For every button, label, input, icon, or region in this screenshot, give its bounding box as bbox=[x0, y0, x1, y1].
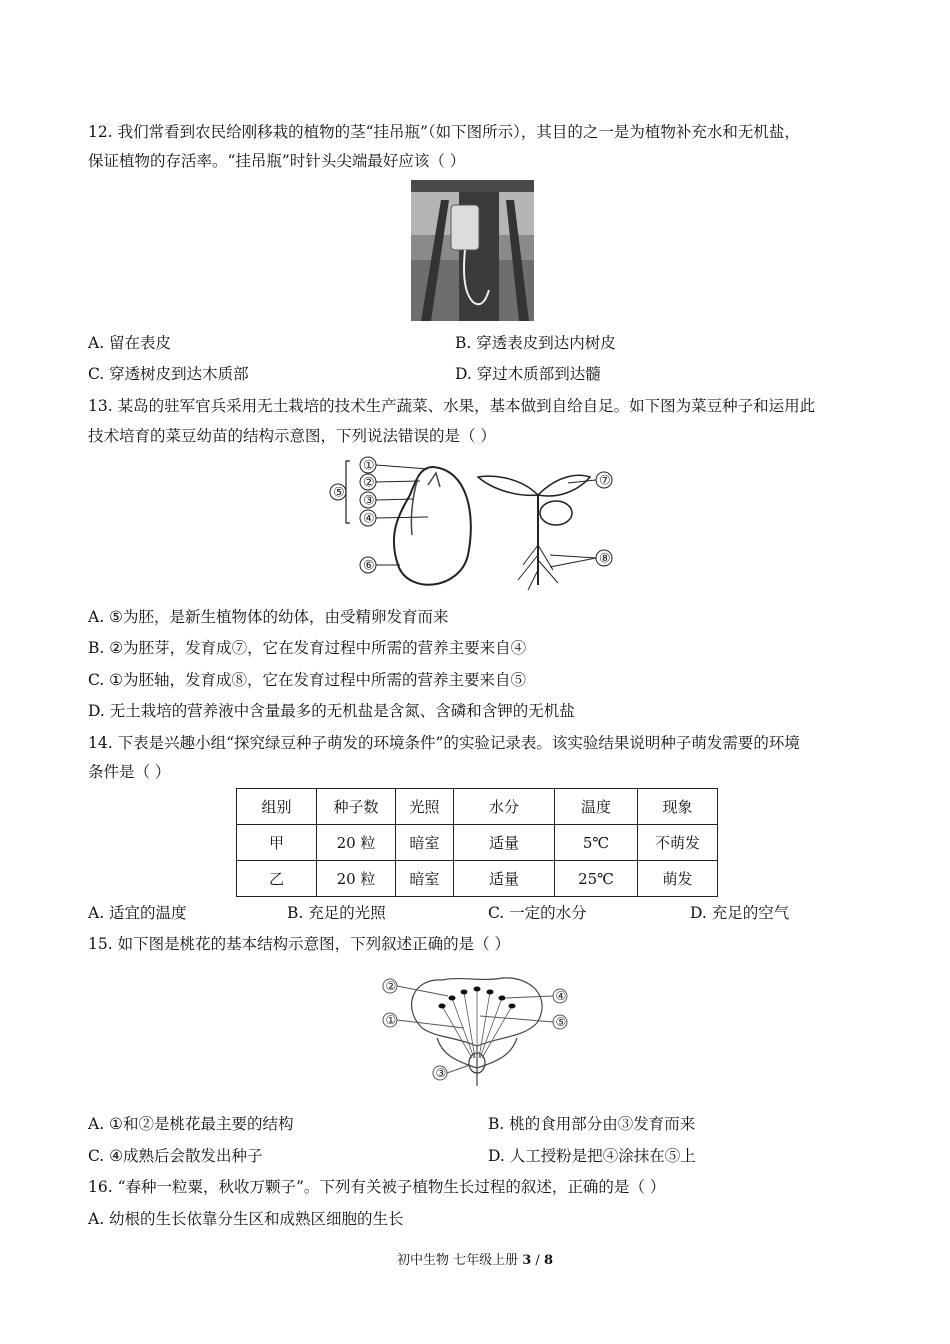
q16-stem: 16. “春种一粒粟，秋收万颗子”。下列有关被子植物生长过程的叙述，正确的是（ ） bbox=[88, 1178, 666, 1196]
table-cell: 暗室 bbox=[396, 861, 454, 897]
table-row bbox=[237, 861, 718, 897]
q12-drip-bottle-photo bbox=[411, 180, 534, 321]
q15-option-a[interactable]: A. ①和②是桃花最主要的结构 bbox=[88, 1115, 294, 1133]
table-row bbox=[237, 825, 718, 861]
label-2: ② bbox=[363, 475, 375, 491]
q12-option-a[interactable]: A. 留在表皮 bbox=[88, 334, 172, 352]
q15-peach-flower-diagram bbox=[382, 968, 572, 1090]
q13-option-d[interactable]: D. 无土栽培的营养液中含量最多的无机盐是含氮、含磷和含钾的无机盐 bbox=[88, 702, 575, 720]
footer-course: 初中生物 七年级上册 bbox=[396, 1253, 523, 1268]
q13-option-b[interactable]: B. ②为胚芽，发育成⑦，它在发育过程中所需的营养主要来自④ bbox=[88, 639, 527, 657]
q13-option-c[interactable]: C. ①为胚轴，发育成⑧，它在发育过程中所需的营养主要来自⑤ bbox=[88, 671, 527, 689]
seedling-leaf-right bbox=[538, 475, 590, 496]
experiment-table bbox=[236, 788, 718, 897]
footer-page-number: 3 bbox=[522, 1253, 532, 1268]
seedling-cotyledon bbox=[540, 501, 572, 525]
q12-option-d[interactable]: D. 穿过木质部到达髓 bbox=[455, 365, 601, 383]
label-4: ④ bbox=[555, 989, 567, 1003]
table-cell: 20 粒 bbox=[317, 825, 396, 861]
q14-stem-line1: 14. 下表是兴趣小组“探究绿豆种子萌发的环境条件”的实验记录表。该实验结果说明种子萌发需要的环境 bbox=[88, 734, 800, 752]
footer-page-total: 8 bbox=[543, 1253, 553, 1268]
q15-option-c[interactable]: C. ④成熟后会散发出种子 bbox=[88, 1147, 263, 1165]
label-5: ⑤ bbox=[555, 1015, 567, 1029]
q13-option-a[interactable]: A. ⑤为胚，是新生植物体的幼体，由受精卵发育而来 bbox=[88, 608, 449, 626]
q13-bean-seed-seedling-diagram bbox=[328, 455, 620, 598]
table-header: 水分 bbox=[454, 789, 555, 825]
table-cell: 萌发 bbox=[638, 861, 718, 897]
q12-stem-line2: 保证植物的存活率。“挂吊瓶”时针头尖端最好应该（ ） bbox=[88, 152, 466, 170]
q14-option-d[interactable]: D. 充足的空气 bbox=[690, 904, 790, 922]
table-header: 温度 bbox=[555, 789, 638, 825]
label-3: ③ bbox=[363, 493, 375, 509]
q12-stem-line1: 12. 我们常看到农民给刚移栽的植物的茎“挂吊瓶”（如下图所示），其目的之一是为植物补充水和无机盐， bbox=[88, 123, 800, 141]
embryo-bud bbox=[428, 473, 440, 487]
table-header: 组别 bbox=[237, 789, 317, 825]
q12-option-c[interactable]: C. 穿透树皮到达木质部 bbox=[88, 365, 249, 383]
q14-option-b[interactable]: B. 充足的光照 bbox=[287, 904, 386, 922]
drip-bottle bbox=[451, 205, 479, 250]
q14-option-a[interactable]: A. 适宜的温度 bbox=[88, 904, 187, 922]
seedling-leaf-left bbox=[478, 476, 538, 495]
table-header: 光照 bbox=[396, 789, 454, 825]
footer-separator: / bbox=[531, 1253, 544, 1268]
table-cell: 乙 bbox=[237, 861, 317, 897]
table-cell: 5℃ bbox=[555, 825, 638, 861]
q16-option-a[interactable]: A. 幼根的生长依靠分生区和成熟区细胞的生长 bbox=[88, 1210, 404, 1228]
label-5: ⑤ bbox=[333, 485, 345, 501]
table-header: 现象 bbox=[638, 789, 718, 825]
table-cell: 25℃ bbox=[555, 861, 638, 897]
q15-option-b[interactable]: B. 桃的食用部分由③发育而来 bbox=[488, 1115, 696, 1133]
table-cell: 适量 bbox=[454, 825, 555, 861]
label-8: ⑧ bbox=[599, 551, 611, 567]
label-7: ⑦ bbox=[599, 473, 611, 489]
label-1: ① bbox=[385, 1013, 397, 1027]
page-footer bbox=[0, 1249, 950, 1268]
label-1: ① bbox=[363, 458, 375, 474]
table-header: 种子数 bbox=[317, 789, 396, 825]
table-cell: 适量 bbox=[454, 861, 555, 897]
label-4: ④ bbox=[363, 511, 375, 527]
label-2: ② bbox=[385, 979, 397, 993]
bean-seed-outline bbox=[394, 467, 471, 585]
q13-stem-line2: 技术培育的菜豆幼苗的结构示意图，下列说法错误的是（ ） bbox=[88, 427, 496, 445]
table-cell: 20 粒 bbox=[317, 861, 396, 897]
q14-stem-line2: 条件是（ ） bbox=[88, 763, 171, 781]
table-cell: 甲 bbox=[237, 825, 317, 861]
table-cell: 不萌发 bbox=[638, 825, 718, 861]
q14-option-c[interactable]: C. 一定的水分 bbox=[488, 904, 587, 922]
table-cell: 暗室 bbox=[396, 825, 454, 861]
q12-option-b[interactable]: B. 穿透表皮到达内树皮 bbox=[455, 334, 616, 352]
label-6: ⑥ bbox=[363, 558, 375, 574]
q15-option-d[interactable]: D. 人工授粉是把④涂抹在⑤上 bbox=[488, 1147, 696, 1165]
label-3: ③ bbox=[435, 1066, 447, 1080]
q13-stem-line1: 13. 某岛的驻军官兵采用无土栽培的技术生产蔬菜、水果，基本做到自给自足。如下图为菜豆种子和运用此 bbox=[88, 397, 816, 415]
q15-stem: 15. 如下图是桃花的基本结构示意图，下列叙述正确的是（ ） bbox=[88, 935, 511, 953]
table-header-row bbox=[237, 789, 718, 825]
